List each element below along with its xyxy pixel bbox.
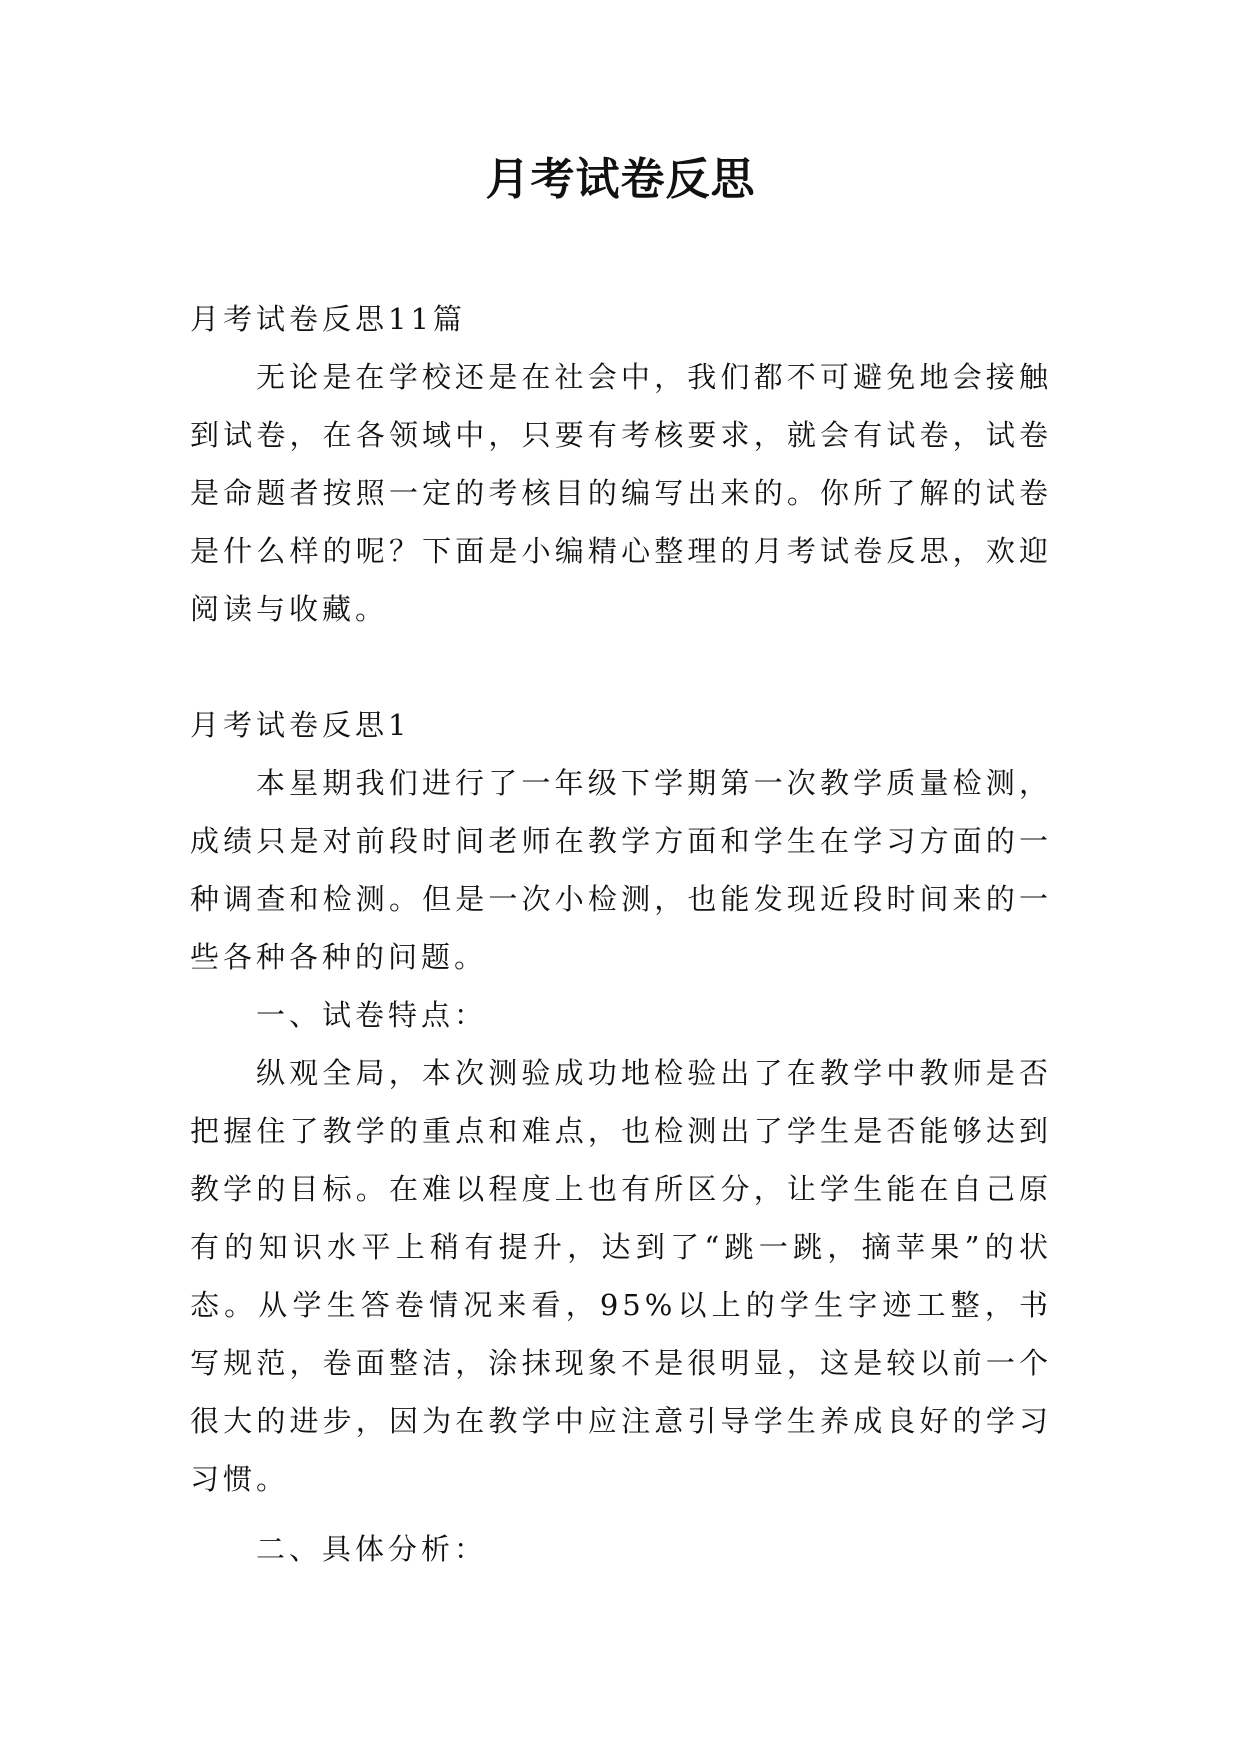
subtitle: 月考试卷反思11篇 (190, 302, 466, 336)
body-paragraph: 本星期我们进行了一年级下学期第一次教学质量检测，成绩只是对前段时间老师在教学方面和学生在学习方面的一种调查和检测。但是一次小检测，也能发现近段时间来的一些各种各种的问题。 (190, 766, 1052, 974)
paragraph-gap (190, 1508, 1052, 1520)
document-title: 月考试卷反思 (485, 154, 756, 205)
body-paragraph: 纵观全局，本次测验成功地检验出了在教学中教师是否把握住了教学的重点和难点，也检测出了学生是否能够达到教学的目标。在难以程度上也有所区分，让学生能在自己原有的知识水平上稍有提升，达到了“跳一跳，摘苹果”的状态。从学生答卷情况来看，95%以上的学生字迹工整，书写规范，卷面整洁，涂抹现象不是很明显，这是较以前一个很大的进步，因为在教学中应注意引导学生养成良好的学习习惯。 (190, 1056, 1052, 1496)
document-body (190, 290, 1052, 1578)
section-spacer (190, 638, 1052, 696)
subsection-heading: 二、具体分析： (256, 1532, 488, 1566)
intro-paragraph: 无论是在学校还是在社会中，我们都不可避免地会接触到试卷，在各领域中，只要有考核要求，就会有试卷，试卷是命题者按照一定的考核目的编写出来的。你所了解的试卷是什么样的呢？下面是小编精心整理的月考试卷反思，欢迎阅读与收藏。 (190, 360, 1052, 626)
section-heading: 月考试卷反思1 (190, 708, 411, 742)
subsection-heading: 一、试卷特点： (256, 998, 488, 1032)
